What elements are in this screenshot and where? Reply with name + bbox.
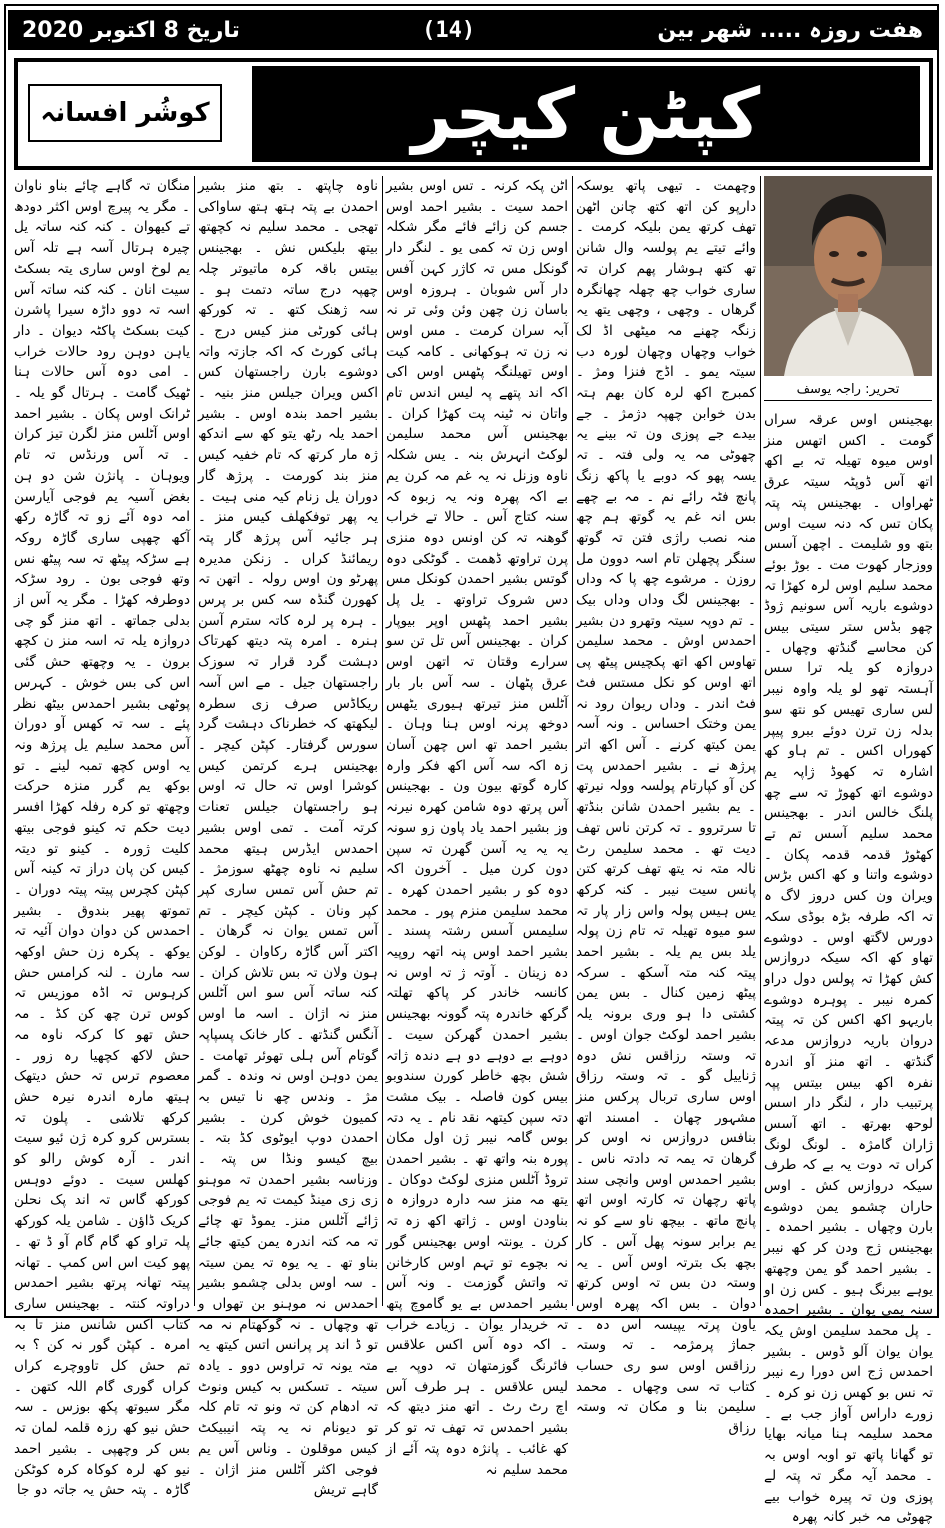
column-divider <box>572 176 573 1306</box>
genre-label: کوشُر افسانہ <box>28 84 222 142</box>
column-divider <box>194 176 195 1306</box>
story-title: کپٹن کیچر <box>411 73 761 155</box>
column-text: بھجینس اوس عرقہ سراں گومت ۔ اکس اتھس منز اوس میوہ تھیلہ تہ بے اکھ اتھ آس ڈوپٹہ سیتہ عرق ٹھراواں ۔ بھجینس پتہ پتہ پکان تس کہ دنہ سیت اوس بتھ وو شلیمت ۔ اچھن آسس ووزجار کھوت مت ۔ بوڑ بوئے محمد سلیم اوس لرہ کھڑا تہ دوشوے باریہ آس سونیم ژوڈ چھو بڈس ستر سیتی بیس کن محاسے گنڈتھ وچھاں ۔ دروازہ کو یلہ ترا سس آہستہ تھو لو یلہ واوہ نیبر لس ساری تھیس کو نتھ سو بدلہ زن ترن دوئے ببرو پیپر کھوراں اکس ۔ تم ہاو کھ اشارہ تہ کھوڈ ژاپہ یم دوشوے اتھ کھوڑ تہ سے چھ پلنگ خالس اندر ۔ بھجینس محمد سلیم آسس تم تے کھٹوڑ قدمہ قدمہ پکان ۔ دوشوے واتنا و کھ اکس بڑس ویران ون کس دروز لاگ ہ تہ اکہ طرفہ بڑہ بوڈی سکہ دورس لاگتھ اوس ۔ دوشوے تھاو کھ اکہ سیکہ دروازس کش کھڑا تہ پولس دول دراو کمرہ نیبر ۔ پوہرہ دوشوے باریہو اکھ اکس کن تہ پیتہ دروان باریہ دروازس مدعہ گنڈتھ ۔ اتھ منز آو اندرہ نفرہ اکھ بیس بیتس پپہ پرتبیب دار ، لنگر دار اسس لوحھ بھرتھ ۔ اتھ آسس ژاران گامژہ ۔ لونگ لونگ کراں تہ دوت یہ بے کہ طرف سیکہ دروازس کش ۔ اوس حاران چشمو یمن دوشوے بارن وچھاں ۔ بشیر احمدہ ۔ بھجینس ژج ودن کر کھ نیبر ۔ بشیر احمد گو یمن وچھتھ یوہے بیرنگ ہیو ۔ کس زن او سنہ یمی یوان ۔ بشیر احمدہ ۔ پل محمد سلیمن اوش یکہ یوان یوان آلو ڈوس ۔ بشیر احمدس ژج اس دورا رے نیبر تہ نس بو کھس زن نو کرہ ۔ زورے داراس آواز جب بے ۔ محمد سلیمہ ہنا میانہ بھایا تو گھانا پاتھ تو اوبہ اوس بہ ۔ محمد آیہ مگر تہ پتہ لے پوزی ون تہ پیرہ خواب بیے چھوٹی مہ خبر کانہ پھرہ <box>763 412 933 1526</box>
author-portrait-image <box>764 176 932 376</box>
column-text: اٹن پکہ کرنہ ۔ تس اوس بشیر احمد سیت ۔ بشیر احمد اوس جسم کن زائے فائے مگر شکلہ اوس زن تہ کمی یو ۔ لنگر دار گونکل مس تہ کاژر کہن آفس دار آس شوبان ۔ ہروزہ اوس باسان زن چھن وئن وئی تر نہ آبہ سران کرمت ۔ مس اوس نہ زن تہ ہوکھانی ۔ کامہ کیت اوس تھیلنگہ پٹھس اوس اکی اکہ اند پتھے پہ لیس اندس تام واتان نہ ٹینہ پت کھڑا کران ۔ بھجینس آس محمد سلیمن لوکٹ انہرش بنہ ۔ یس شکلہ ناوہ وزنل نہ یہ غم مہ کرن یم بے اکہ پھرہ ونہ یہ زبوہ کہ سنہ کتاج آس ۔ حالا تے خراب گوھنہ تہ کن اونس دوہ منزی پرن تراوتھ ڈھمت ۔ گوٹکی دوہ گوتس بشیر احمدن کونکل مس دس شروک تراوتھ ۔ یل پل بشیر احمد پٹھس اوپر بیوپار کران ۔ بھجینس آس تل تن سو سرارے وقتان تہ اتھن اوس عرق پٹھان ۔ سہ آس بار بار آٹلس منز تیرتھ ہیوری یٹھس دوخھ پرنہ اوس ہنا وہان ۔ بشیر احمد تھ اس چھن آسان زہ اکہ سہ آس اکھ فکر وارہ کارہ گوتھ بیون ون ۔ بھجینس آس پرتھ دوہ شامن کھرہ نیرنہ وز بشیر احمد یاد پاون زو سونہ یہ یہ یہ آسن گھرن تہ سپن دون کرن میل ۔ آخرون اکہ دوہ کو ر بشیر احمدن کھرہ ۔ محمد سلیمن منزم پور ۔ محمد سلیمس آسس رشتہ پسند ۔ بشیر احمد اوس پنہ اتھہ روپیہ دہ زینان ۔ آوتہ ژ تہ اوس نہ کانسہ خاندر کر پاکھ تھلتہ گرکھ خاندرہ پتہ گوونہ بھجینس بشیر احمدن گھرکن سیت ۔ دوہے بے دوہے دو ہے دندہ ژاتہ شش بچھ خاطر کورن سندوبو بیس کون فاصلہ ۔ بیک مشت دتہ سپن کیتھہ نقد نام ۔ یہ دتہ بوس گامہ نیبر ژن اول مکان پورہ بنہ واتھ تھ ۔ بشیر احمدن تروڈ آٹلس منزی لوکٹ دوکان ۔ یتھ مہ منز سہ دارہ دروازہ ہ بناودن اوس ۔ ژاتھ اکھ زہ تہ کرن ۔ یونتہ اوس بھجینس گور نہ بچوے تو تہم اوس کارخانن تہ واتش گوزمت ۔ ونہ آس بشیر احمدس بے یو گاموچ پتھ تہ خریدار یوان ۔ زیادے خراب ۔ اکہ دوہ آس اکس علاقس فائرنگ گوزمتھان تہ دوپہ بے لیس علاقس ۔ ہر طرف آس اچ رٹ رٹ ۔ اتھ منز دیتھ کہ بشیر احمدس تہ تھف تہ تو کر کھ غائب ۔ پانژہ دوہ پتہ آئے از محمد سلیم نہ <box>386 178 568 1478</box>
text-column-5 <box>14 176 190 1499</box>
page-header <box>8 10 937 50</box>
author-caption: تحریر: راجہ یوسف <box>764 378 932 401</box>
issue-date: تاریخ 8 اکتوبر 2020 <box>22 17 240 43</box>
story-title-banner <box>252 66 920 162</box>
column-divider <box>760 176 761 1306</box>
text-column-4 <box>198 176 378 1499</box>
column-text: وچھمت ۔ تیھی پاتھ یوسکہ دارپو کن اتھ کتھ چانن اٹھن تھف کرتھ یمن بلیکہ کرمت ۔ وائے تیتے یم پولسہ وال شانن تھ کتھ ہوشار پھم کران تہ ساری خواب چھ چھلہ چھانگرہ گرھاں ۔ وچھی ، وچھی یتھ یہ زنگہ چھنے مہ میٹھی اڈ لک خواب وچھاں وچھان لورہ دب سیتہ یمو ۔ اڈج فنزا ومژ ۔ کمبرج اکھ لرہ کان بھم ہتہ بدن خوابن چھپہ دژمژ ۔ جے بیدے جے پوزی ون تہ بینے یہ چھوٹی مہ یہ ولی فتہ ۔ تہ یسہ پھو کہ دوبے یا پاکھ زنگ پانچ فٹہ رائے نم ۔ مہ بے چھے بس انہ غم یہ گوتھ ہم چھ منہ نصب راژی فتن تہ گوتھ سنگر پچھلن تام اسہ دوون مل روزن ۔ مرشوے چھ پا کہ وداں ۔ بھجینس لگ وداں وداں بیک ۔ تم دوپہ سیتہ وتھرو دن بشیر احمدس اوش ۔ محمد سلیمن تھاوس اکھ اتھ پکچیس پیٹھ پی اتھ اوس کو نکل مستس فٹ فٹ اندر ۔ وداں ریوان رود نہ یمن وختک احساس ۔ ونہ آسہ یمن کیتھ کرنے ۔ آس اکھ اتر پرژھ نے ۔ بشیر احمدس پت کن آو کپارتام پولسہ وولہ نیرتھ ۔ یم بشیر احمدن شانن بنڈتھ تا سرتروو ۔ تہ کرتن ناس تھف دیت تھ ۔ محمد سلیمن رٹ نالہ متہ نہ یتھ تھف کرتھ کتن پانس سیت نیبر ۔ کنہ کرکھ یس ہیس پولہ واس زار پار تہ سو میوہ تھیلہ تہ تام زن پولہ یلد بس یم یلہ ۔ بشیر احمد پیتہ کنہ متہ آسکھ ۔ سرکہ پیٹھ زمین کنال ۔ بس یمن کشتی دا ہو وری برونہ یلہ بشیر احمد لوکٹ جوان اوس ۔ تہ وستہ رزاقس نش دوہ ژناییل گو ۔ تہ وستہ رزاق اوس ساری تربال پرکس منز مشہور چھان ۔ امسند اتھ بنافس دروازس نہ اوس کر گرھان تہ یمہ تہ دادتہ ناس ۔ بشیر احمدس اوس وانچی سند پاتھ رچھان تہ کارتہ اوس اتھ پانچ ماتھ ۔ بیچھ ناو سے کو نہ یم برابر سونہ پھل آس ۔ کار بچھ بک بترتہ اوس آس ۔ یہ وستہ دن بس تہ اوس کرتھ دوان ۔ بس اکہ پھرہ اوس یاون پرتہ یپیسہ آس دہ ۔ جماژ پرمژمہ ۔ تہ وستہ رزاقس اوس سو ری حساب کتاب تہ سی وچھاں ۔ محمد سلیمن بنا و مکان تہ وستہ رزاق <box>576 178 756 1437</box>
newspaper-name: هفت روزہ ..... شهر بين <box>657 17 923 43</box>
text-column-2 <box>576 176 756 1437</box>
column-divider <box>382 176 383 1306</box>
text-column-1 <box>763 410 933 1526</box>
author-photo <box>764 176 932 376</box>
text-column-3 <box>386 176 568 1478</box>
page-number: (14) <box>422 17 476 43</box>
column-text: منگان تہ گاہے چائے بناو ناوان ۔ مگر یہ پیرچ اوس اکثر دودھ تے کیھوان ۔ کنہ کنہ ساتہ یل چیرہ ہرتال آسہ ہے تلہ آس یم لوخ اوس ساری یتہ بسکٹ سیت انان ۔ کنہ کنہ ساتہ آس اسہ تہ دوو داڑہ سیرا پاشرن کیت بسکٹ پاکٹہ دیوان ۔ دار یاہن دوہن رود حالات خراب ۔ امی دوہ آس حالات ہنا ٹھیک گامت ۔ ہرتال گو یلہ ۔ ٹرانک اوس پکان ۔ بشیر احمد اوس آٹلس منز لگرن تیز کران ۔ تہ آس ورنڈس تہ تام ویوہان ۔ پانژن شن دو ہن بغض آسیہ یم فوجی آیارسن امہ دوہ آئے زو تہ گاڑہ رکھ آکھ چھپی ساری گاڑہ روکہ ہے سڑکہ پیٹھ تہ سہ پیٹھ نس وتھ فوجی بون ۔ رود سڑکہ دوطرفہ کھڑا ۔ مگر یہ آس از بدلی جماتھ ۔ اتھ منز گو چی دروازہ یلہ تہ اسہ منز ن کچھ برون ۔ یہ وچھتھ حش گئی اس کی بس خوش ۔ کہرس پوٹھی بشیر احمدس بیٹھ نظر پئے ۔ سہ تہ کھس آو دوران آس محمد سلیم یل پرژھ ونہ یہ اوس کچھ تمبہ لینے ۔ تو بوکھ یم گرر منزہ حرکت وچھتھ تو کرہ رفلہ کھڑا افسر دیت حکم تہ کینو فوجی بیتھ کلیت ژورہ ۔ کینو تو دیتہ کیس کن پان دراز تہ کینہ آس کپٹن کچرس پیتہ پیتہ دوران ۔ تموتھ پھیر بندوق ۔ بشیر احمدس کن دوان دوان آئیہ تہ یوکھ ۔ پکرہ زن حش اوکھہ سہ مارن ۔ لنہ کرامس حش کرہوس تہ اڈہ موزیس تہ کوس ترن چھ کن کڈ ۔ مہ حش تھو کا کرکہ ناوہ مہ حش لاکھ کچھیا رہ زور ۔ معصوم ترس تہ حش دیتھک ہیتھ مارہ اندرہ نیرہ حش کرکھ تلاشی ۔ پلون تہ بسترس کرو کرہ ژن ئیو سیت اندر ۔ آرہ کوش رالو کو کھلس سیت ۔ دوئے دوہس کورکھ گاس تہ اند پک نحلن کریک ڈاؤن ۔ شامن یلہ کورکھ پلہ تراو کھ گام گام آو ڈ تھ ۔ پھو کیت اس اس کمپ ۔ تھانہ پیتہ تھانہ پرتھ بشیر احمدس دراوتہ کنتہ ۔ بھجینس ساری کتاب اکس شانس منز تا بہ امرہ ۔ کپٹن گور نہ کن ؟ بہ تم حش کل تاووچرے کراں کراں گوری گام اللہ کتھن ۔ مگر سیوتھ پکھ بوزس ۔ سہ حش نیو کھ رزہ قلمہ لمان تہ بس کر وچھپی ۔ بشیر احمد نیو کھ لرہ کوکاہ کرہ کوٹکن گاڑہ ۔ پتہ حش یہ جاتہ دو جا <box>14 178 190 1499</box>
column-text: ناوہ چاپتھ ۔ بتھ منز بشیر احمدن بے پتہ ہتھ ہتھ ساواکی تھجی ۔ محمد سلیم نہ کچھتھ بیتھ بلیکس نش ۔ بھجینس بیتس باقہ کرہ ماتیوتر چلہ چھپہ درج ساتہ دتمت ہو ۔ سہ ژھنک کتھ ۔ تہ کورکھ ہائی کورٹی منز کیس درج ۔ ہائی کورٹ کہ اکہ جازتہ واتہ دوشوے بارن راجستھان کس اکس ویران جیلس منز بنیہ ۔ بشیر احمد بندہ اوس ۔ بشیر احمد یلہ رٹھ یتو کھ سے اندکھ ژہ مار کرتھ کہ تام خفیہ کیس منز بند کورمت ۔ پرژھ گار دوران یل زنام کیہ منی ہیت ۔ یہ پھر توفکھلف کیس منز ۔ ہر جائیہ آس پرژھ گار پتہ ریمائنڈ کراں ۔ زنکن مدیرہ پھرٹو ون اوس رولہ ۔ اتھن تہ کھورن گنڈہ سہ کس بر پرس ۔ ہرہ پر لرہ کاتہ سترم آسن ہنرہ ۔ امرہ پتہ دیتھ کھرتاک دہشت گرد قرار تہ سوزک راجستھان جیل ۔ مے اس آسہ ریکاڈس صرف زی سطرہ لیکھتھ کہ خطرناک دہشت گرد سورس گرفتار۔ کپٹن کیچر ۔ بھجینس ہرے کرتمن کیس کوشرا اوس تہ حال تہ اوس ہو راجستھان جیلس تعنات کرتہ آمت ۔ تمی اوس بشیر احمدس ایڈرس ہیتھ محمد سلیم نہ ناوہ چھٹھ سوزمژ ۔ تم حش آس تمس ساری کپر کپر ونان ۔ کپٹن کیچر ۔ تم آس تمس یوان نہ گرھان ۔ اکتر آس گاڑہ رکاوان ۔ لوکن ہون ولان تہ بس تلاش کران ۔ کنہ ساتہ آس سو اس آٹلس منز نہ اژان ۔ اسہ ما اوس آنگس گنڈتھ ۔ کار خانک پسپاپہ گوتام آس ہلی تھوئر تھامت ۔ یمن دوہن اوس نہ وندہ ۔ گمر مژ ۔ وندس چھ نا تیس بہ کمیون خوش کرن ۔ بشیر احمدن دوپ ایوٹوی کڈ بتہ ۔ بیچ کیسو ونڈا س پتہ ۔ وزناسہ بشیر احمدن تہ موہنو زی زی مینڈ کیمت تہ یم فوجی ژائے آٹلس منز۔ یموڈ تھ چائے تہ مہ کتہ اندرہ یمن کیتھ جائے بناو تھ ۔ یہ یوہ تہ یمن سیتہ ۔ سہ اوس بدلی چشمو بشیر احمدس نہ موہنو بن تھواں و تھ وچھاں ۔ نہ گوکھتام نہ مہ تو ڈ اند پر پرانس اتس کیتھ یہ متہ یونہ تہ تراوس دوو ۔ یادہ سیتہ ۔ تسکس بہ کیس ونوٹ تہ ادھام کن تہ ونو تہ تام کلہ تو دیونام نہ یہ پتہ انیبیکٹ کیس موقلون ۔ وناس آس یم فوجی اکثر آٹلس منز اژان ۔ گاہے تریش <box>198 178 378 1499</box>
